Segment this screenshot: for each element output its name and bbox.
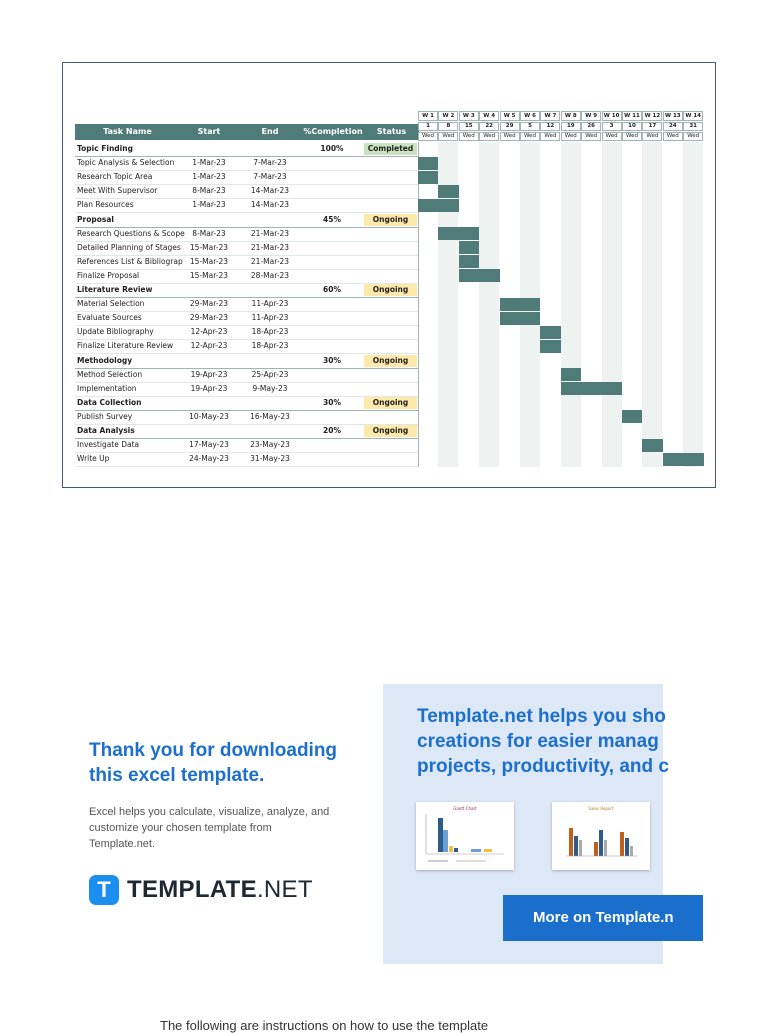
gantt-week-column	[663, 142, 683, 467]
cell-end: 11-Apr-23	[251, 299, 289, 309]
cell-task: Proposal	[77, 214, 114, 224]
task-row[interactable]	[75, 198, 419, 213]
thumb-title: Gantt Chart	[453, 806, 477, 811]
cell-task: Data Analysis	[77, 426, 135, 435]
week-label-cell: W 2	[438, 111, 458, 121]
cell-completion: 100%	[320, 144, 344, 153]
thumb-chart-icon	[416, 802, 514, 870]
cell-task: Meet With Supervisor	[77, 186, 158, 196]
cell-task: Research Topic Area	[77, 172, 153, 182]
week-label-cell: W 12	[642, 111, 662, 121]
week-weekday-cell: Wed	[663, 132, 683, 141]
gantt-bar	[418, 199, 459, 212]
gantt-week-column	[459, 142, 479, 467]
cell-end: 16-May-23	[250, 411, 290, 421]
thumb-title: Sales Report	[588, 806, 614, 811]
cell-status: Completed	[364, 143, 417, 155]
task-row[interactable]	[75, 339, 419, 354]
week-day-cell: 15	[459, 122, 479, 131]
promo-title-line: this excel template.	[89, 765, 265, 786]
cell-end: 14-Mar-23	[250, 200, 290, 210]
week-day-cell: 3	[602, 122, 622, 131]
week-weekday-cell: Wed	[438, 132, 458, 141]
week-label-cell: W 10	[602, 111, 622, 121]
week-label-cell: W 11	[622, 111, 642, 121]
cell-task: Topic Finding	[77, 144, 133, 153]
panel-title-line: creations for easier manag	[417, 731, 659, 752]
cell-completion: 45%	[323, 214, 341, 224]
task-row[interactable]	[75, 382, 419, 397]
week-label-cell: W 6	[520, 111, 540, 121]
logo-bold: TEMPLATE	[127, 876, 257, 903]
week-day-cell: 5	[520, 122, 540, 131]
week-label-cell: W 7	[540, 111, 560, 121]
table-divider	[418, 142, 419, 467]
cell-status: Ongoing	[364, 355, 417, 367]
week-weekday-cell: Wed	[602, 132, 622, 141]
cell-task: Plan Resources	[77, 200, 134, 210]
cell-start: 8-Mar-23	[192, 228, 226, 238]
task-row[interactable]	[75, 241, 419, 256]
week-day-cell: 29	[500, 122, 520, 131]
header-status: Status	[364, 124, 419, 140]
cell-status: Ongoing	[364, 284, 417, 296]
cell-status	[364, 411, 417, 423]
cell-status	[364, 171, 417, 183]
task-row[interactable]	[75, 269, 419, 284]
week-label-cell: W 5	[500, 111, 520, 121]
panel-title-line: projects, productivity, and c	[417, 756, 669, 777]
promo-body-line: Template.net.	[89, 838, 156, 850]
cell-status	[364, 340, 417, 352]
cell-task: Evaluate Sources	[77, 313, 142, 323]
task-row[interactable]	[75, 170, 419, 185]
cell-start: 1-Mar-23	[192, 200, 226, 210]
gantt-bar	[561, 368, 581, 381]
week-day-cell: 1	[418, 122, 438, 131]
gantt-bar	[459, 269, 500, 282]
cell-completion: 20%	[323, 426, 341, 435]
task-row[interactable]	[75, 452, 419, 467]
cell-end: 25-Apr-23	[251, 369, 289, 379]
cell-task: Data Collection	[77, 397, 142, 407]
cell-task: Publish Survey	[77, 411, 133, 421]
cell-task: Topic Analysis & Selection	[77, 158, 175, 168]
gantt-bar	[561, 382, 622, 395]
week-day-cell: 26	[581, 122, 601, 131]
cell-end: 21-Mar-23	[250, 242, 290, 252]
cell-status: Ongoing	[364, 214, 417, 226]
task-row[interactable]	[75, 156, 419, 171]
cell-task: Implementation	[77, 383, 137, 393]
cell-status	[364, 439, 417, 451]
gantt-week-column	[561, 142, 581, 467]
gantt-bar	[500, 312, 541, 325]
gantt-week-column	[418, 142, 438, 467]
week-weekday-cell: Wed	[622, 132, 642, 141]
cell-start: 24-May-23	[189, 454, 229, 464]
week-label-cell: W 8	[561, 111, 581, 121]
task-row[interactable]	[75, 311, 419, 326]
gantt-bar	[438, 227, 479, 240]
week-day-cell: 8	[438, 122, 458, 131]
week-weekday-cell: Wed	[459, 132, 479, 141]
thumbnail-sales-report[interactable]	[552, 802, 650, 870]
week-weekday-cell: Wed	[500, 132, 520, 141]
week-weekday-cell: Wed	[683, 132, 703, 141]
header-start: Start	[180, 124, 238, 140]
cell-completion: 30%	[323, 355, 341, 365]
cell-start: 1-Mar-23	[192, 158, 226, 168]
cell-start: 19-Apr-23	[190, 369, 228, 379]
cell-completion: 60%	[323, 285, 341, 294]
cell-task: Detailed Planning of Stages	[77, 242, 181, 252]
cell-status: Ongoing	[364, 397, 417, 409]
promo-body-line: Excel helps you calculate, visualize, analyze, and	[89, 806, 330, 818]
gantt-week-column	[479, 142, 499, 467]
cell-start: 15-Mar-23	[189, 256, 229, 266]
panel-title	[417, 704, 717, 779]
gantt-week-column	[581, 142, 601, 467]
cell-start: 10-May-23	[189, 411, 229, 421]
week-label-cell: W 4	[479, 111, 499, 121]
week-day-cell: 22	[479, 122, 499, 131]
promo-title	[89, 738, 359, 788]
cell-end: 21-Mar-23	[250, 228, 290, 238]
cell-end: 23-May-23	[250, 440, 290, 450]
week-weekday-cell: Wed	[520, 132, 540, 141]
cell-end: 18-Apr-23	[251, 327, 289, 337]
cell-status	[364, 270, 417, 282]
logo-wordmark	[127, 876, 313, 904]
cell-end: 7-Mar-23	[253, 158, 287, 168]
cell-status	[364, 199, 417, 211]
week-label-cell: W 1	[418, 111, 438, 121]
week-day-cell: 10	[622, 122, 642, 131]
cell-task: Investigate Data	[77, 440, 140, 450]
task-row[interactable]	[75, 438, 419, 453]
gantt-bar	[663, 453, 704, 466]
cell-start: 12-Apr-23	[190, 327, 228, 337]
week-day-cell: 24	[663, 122, 683, 131]
week-day-cell: 12	[540, 122, 560, 131]
more-on-template-button[interactable]: More on Template.n	[503, 895, 703, 941]
task-row[interactable]	[75, 410, 419, 425]
header-end: End	[238, 124, 302, 140]
cell-task: Material Selection	[77, 299, 145, 309]
week-weekday-cell: Wed	[581, 132, 601, 141]
phase-row[interactable]	[75, 142, 419, 157]
promo-title-line: Thank you for downloading	[89, 740, 338, 761]
gantt-bar	[459, 255, 479, 268]
header-completion: %Completion	[302, 124, 364, 140]
cell-status	[364, 242, 417, 254]
cell-status	[364, 298, 417, 310]
gantt-bar	[540, 326, 560, 339]
cell-task: Method Selection	[77, 369, 143, 379]
instructions-text: The following are instructions on how to use the template	[160, 1018, 489, 1033]
cell-task: Research Questions & Scope	[77, 228, 185, 238]
cell-task: References List & Bibliograp	[77, 256, 183, 266]
panel-title-line: Template.net helps you sho	[417, 706, 666, 727]
cell-status	[364, 185, 417, 197]
cell-task: Write Up	[77, 454, 110, 464]
cell-task: Methodology	[77, 355, 133, 365]
cell-status	[364, 256, 417, 268]
task-row[interactable]	[75, 184, 419, 199]
cell-task: Finalize Literature Review	[77, 341, 174, 351]
gantt-week-column	[602, 142, 622, 467]
week-weekday-cell: Wed	[418, 132, 438, 141]
task-row[interactable]	[75, 368, 419, 383]
cell-start: 29-Mar-23	[189, 299, 229, 309]
cell-end: 31-May-23	[250, 454, 290, 464]
cell-start: 15-Mar-23	[189, 242, 229, 252]
template-net-logo[interactable]	[89, 873, 313, 907]
cell-end: 7-Mar-23	[253, 172, 287, 182]
task-row[interactable]	[75, 227, 419, 242]
gantt-bar	[622, 410, 642, 423]
cell-end: 11-Apr-23	[251, 313, 289, 323]
week-weekday-cell: Wed	[561, 132, 581, 141]
thumbnail-gantt-chart[interactable]	[416, 802, 514, 870]
gantt-bar	[459, 241, 479, 254]
week-label-cell: W 3	[459, 111, 479, 121]
cell-task: Finalize Proposal	[77, 270, 140, 280]
cell-task: Literature Review	[77, 285, 153, 294]
logo-light: .NET	[256, 876, 313, 903]
header-task-name: Task Name	[75, 124, 180, 140]
gantt-bar	[540, 340, 560, 353]
week-label-cell: W 9	[581, 111, 601, 121]
phase-row[interactable]	[75, 283, 419, 298]
week-label-cell: W 14	[683, 111, 703, 121]
cell-end: 14-Mar-23	[250, 186, 290, 196]
week-weekday-cell: Wed	[479, 132, 499, 141]
week-day-cell: 17	[642, 122, 662, 131]
week-day-cell: 19	[561, 122, 581, 131]
week-day-cell: 31	[683, 122, 703, 131]
gantt-bar	[418, 157, 438, 170]
phase-row[interactable]	[75, 424, 419, 439]
phase-row[interactable]	[75, 354, 419, 369]
task-row[interactable]	[75, 297, 419, 312]
promo-body	[89, 804, 344, 852]
gantt-bar	[500, 298, 541, 311]
cell-end: 28-Mar-23	[250, 270, 290, 280]
cell-end: 21-Mar-23	[250, 256, 290, 266]
phase-row[interactable]	[75, 396, 419, 411]
cell-status	[364, 369, 417, 381]
cell-start: 12-Apr-23	[190, 341, 228, 351]
cell-start: 1-Mar-23	[192, 172, 226, 182]
cell-status	[364, 326, 417, 338]
gantt-bar	[438, 185, 458, 198]
cell-status	[364, 453, 417, 465]
instructions-intro	[0, 1014, 768, 1033]
cell-start: 29-Mar-23	[189, 313, 229, 323]
week-weekday-cell: Wed	[540, 132, 560, 141]
week-label-cell: W 13	[663, 111, 683, 121]
cell-completion: 30%	[323, 397, 341, 407]
thumb-bar-chart-icon	[552, 802, 650, 870]
week-weekday-cell: Wed	[642, 132, 662, 141]
promo-body-line: customize your chosen template from	[89, 822, 272, 834]
cell-status	[364, 312, 417, 324]
cell-status	[364, 157, 417, 169]
cell-task: Update Bibliography	[77, 327, 154, 337]
phase-row[interactable]	[75, 213, 419, 228]
cell-end: 18-Apr-23	[251, 341, 289, 351]
cell-status	[364, 383, 417, 395]
cell-start: 19-Apr-23	[190, 383, 228, 393]
cell-status: Ongoing	[364, 425, 417, 437]
promo-panel	[383, 684, 674, 964]
logo-t-icon: T	[89, 875, 119, 905]
gantt-week-column	[642, 142, 662, 467]
cell-status	[364, 228, 417, 240]
task-row[interactable]	[75, 255, 419, 270]
cell-end: 9-May-23	[252, 383, 288, 393]
gantt-bar	[418, 171, 438, 184]
cell-start: 17-May-23	[189, 440, 229, 450]
gantt-bar	[642, 439, 662, 452]
cell-start: 15-Mar-23	[189, 270, 229, 280]
gantt-week-column	[540, 142, 560, 467]
cell-start: 8-Mar-23	[192, 186, 226, 196]
gantt-week-column	[683, 142, 703, 467]
task-row[interactable]	[75, 325, 419, 340]
